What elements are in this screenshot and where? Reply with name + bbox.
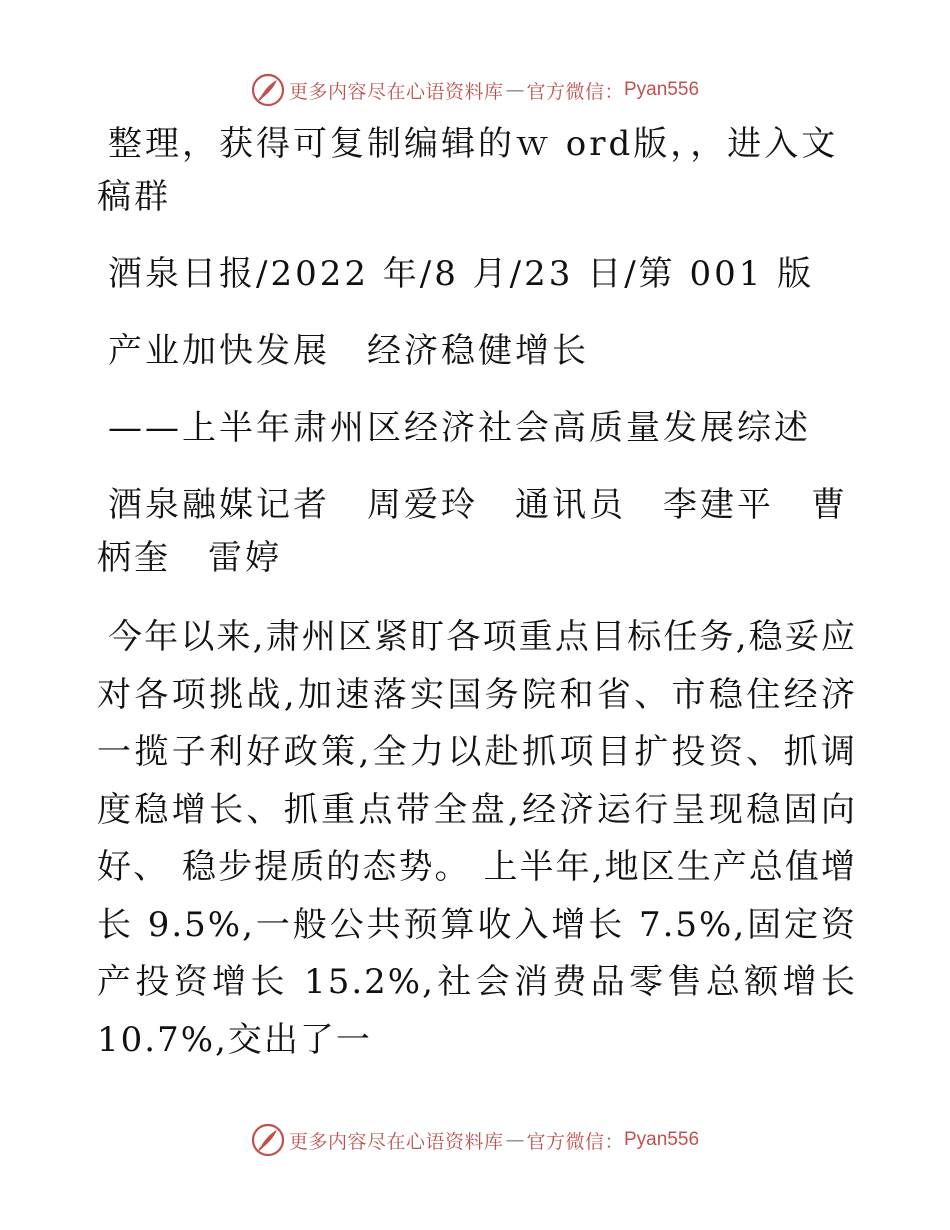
watermark-wechat-label: 官方微信： [526,80,624,103]
body-paragraph: 今年以来,肃州区紧盯各项重点目标任务,稳妥应对各项挑战,加速落实国务院和省、市稳住经济一揽子利好政策,全力以赴抓项目扩投资、抓调度稳增长、抓重点带全盘,经济运行呈现稳固向好、 稳步提质的态势。 上半年,地区生产总值增长 9.5%,一般公共预算收入增长 7.5%,固定资产投资增长 15.2%,社会消费品零售总额增长 10.7%,交出了一 [97,617,857,1060]
headline: 产业加快发展 经济稳健增长 [108,331,589,371]
header-watermark [0,70,950,110]
quill-logo-icon [251,73,285,107]
watermark-text: 更多内容尽在心语资料库 [288,80,504,103]
watermark-wechat-id: Pyan556 [624,1129,700,1150]
byline: 酒泉融媒记者 周爱玲 通讯员 李建平 曹柄奎 雷婷 [97,485,848,578]
watermark-wechat-id: Pyan556 [624,79,700,100]
source-line: 酒泉日报/2022 年/8 月/23 日/第 001 版 [108,254,815,294]
subheadline: ——上半年肃州区经济社会高质量发展综述 [108,408,811,448]
quill-logo-icon [251,1123,285,1157]
document-content [97,118,857,1069]
watermark-wechat-label: 官方微信： [526,1130,624,1153]
intro-paragraph: 整理，获得可复制编辑的ｗ ord版，，进入文稿群 [97,124,839,217]
watermark-separator: — [505,79,525,101]
watermark-text: 更多内容尽在心语资料库 [288,1130,504,1153]
footer-watermark [0,1120,950,1160]
watermark-separator: — [505,1129,525,1151]
